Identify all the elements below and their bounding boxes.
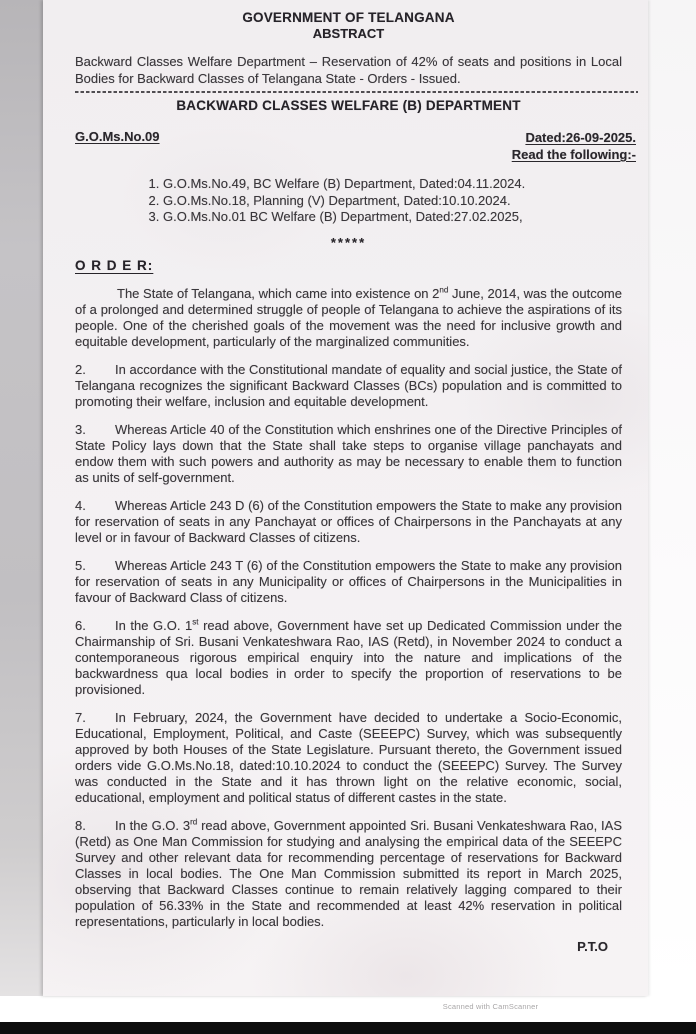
document-title: GOVERNMENT OF TELANGANA	[242, 10, 455, 25]
dashed-divider	[75, 91, 638, 93]
document-subject: Backward Classes Welfare Department – Reservation of 42% of seats and positions in Local Bodies for Backward Classes of Telangana State - Orders - Issued.	[75, 54, 622, 86]
paragraph-text: In February, 2024, the Government have decided to undertake a Socio-Economic, Educational, Employment, Political, and Caste (SEEEPC) Survey, which was subsequently approved by both Houses of the State Legislature. Pursuant thereto, the Government issued orders vide G.O.Ms.No.18, dated:10.10.2024 to conduct the (SEEEPC) Survey. The Survey was conducted in the State and it has thrown light on the relative economic, social, educational, employment and political status of different castes in the state.	[75, 709, 622, 805]
paragraph-number: 8.	[75, 817, 86, 833]
order-paragraph-5	[75, 558, 622, 606]
paragraph-number: 5.	[75, 557, 86, 573]
document-page	[43, 0, 648, 996]
reference-item: 1. G.O.Ms.No.49, BC Welfare (B) Department, Dated:04.11.2024.	[163, 176, 622, 193]
scan-right-margin	[648, 0, 696, 996]
paragraph-number: 2.	[75, 361, 86, 377]
department-heading: BACKWARD CLASSES WELFARE (B) DEPARTMENT	[176, 98, 521, 113]
paragraph-text: In the G.O. 1st read above, Government have set up Dedicated Commission under the Chairmanship of Sri. Busani Venkateshwara Rao, IAS (Retd), in November 2024 to conduct a contemporaneous rigorous empirical enquiry into the nature and implications of the backwardness qua local bodies in order to specify the proportion of reservations to be provisioned.	[75, 617, 622, 697]
go-number-row	[75, 129, 636, 163]
pto-label: P.T.O	[577, 938, 608, 954]
go-number: G.O.Ms.No.09	[75, 129, 160, 144]
reference-list	[75, 176, 622, 226]
order-heading-text: O R D E R:	[75, 257, 154, 273]
scan-left-margin	[0, 0, 43, 996]
order-paragraph-6	[75, 618, 622, 698]
paragraph-number: 3.	[75, 421, 86, 437]
dated-block	[512, 129, 636, 163]
paragraph-text: Whereas Article 243 T (6) of the Constitution empowers the State to make any provision for reservation of seats in any Municipality or offices of Chairpersons in the Municipalities in favour of Backward Class of citizens.	[75, 557, 622, 605]
star-separator: *****	[330, 234, 367, 250]
reference-item: 3. G.O.Ms.No.01 BC Welfare (B) Department, Dated:27.02.2025,	[163, 209, 622, 226]
order-paragraph-2	[75, 362, 622, 410]
order-paragraph-7	[75, 710, 622, 806]
bottom-black-bar	[0, 1022, 696, 1034]
paragraph-text: Whereas Article 243 D (6) of the Constitution empowers the State to make any provision for reservation of seats in any Panchayat or offices of Chairpersons in the Panchayats at any level or in favour of Backward Classes of citizens.	[75, 497, 622, 545]
document-abstract-label: ABSTRACT	[312, 26, 385, 41]
order-paragraph-1: The State of Telangana, which came into existence on 2nd June, 2014, was the outcome of a prolonged and determined struggle of people of Telangana to achieve the aspirations of its people. One of the cherished goals of the movement was the need for inclusive growth and equitable development, particularly of the marginalized communities.	[75, 285, 622, 349]
read-following-label: Read the following:-	[511, 147, 636, 162]
order-paragraph-8	[75, 818, 622, 930]
document-content	[43, 0, 648, 955]
paragraph-number: 7.	[75, 709, 86, 725]
order-heading	[75, 258, 622, 274]
paragraph-text: Whereas Article 40 of the Constitution which enshrines one of the Directive Principles of State Policy lays down that the State shall take steps to organise village panchayats and endow them with such powers and authority as may be necessary to enable them to function as units of self-government.	[75, 421, 622, 485]
reference-item: 2. G.O.Ms.No.18, Planning (V) Department, Dated:10.10.2024.	[163, 193, 622, 210]
paragraph-text: In accordance with the Constitutional mandate of equality and social justice, the State of Telangana recognizes the significant Backward Classes (BCs) population and is committed to promoting their welfare, inclusion and equitable development.	[75, 361, 622, 409]
dated-value: Dated:26-09-2025.	[525, 130, 636, 145]
order-paragraph-4	[75, 498, 622, 546]
order-paragraph-3	[75, 422, 622, 486]
paragraph-number: 6.	[75, 617, 86, 633]
paragraph-text: In the G.O. 3rd read above, Government appointed Sri. Busani Venkateshwara Rao, IAS (Retd) as One Man Commission for studying and analysing the empirical data of the SEEEPC Survey and other relevant data for recommending percentage of reservations for Backward Classes in local bodies. The One Man Commission submitted its report in March 2025, observing that Backward Classes continue to remain relatively lagging compared to their population of 56.33% in the State and recommended at least 42% reservation in political representations, particularly in local bodies.	[75, 817, 622, 929]
camscanner-watermark: Scanned with CamScanner	[442, 1002, 539, 1011]
paragraph-number: 4.	[75, 497, 86, 513]
